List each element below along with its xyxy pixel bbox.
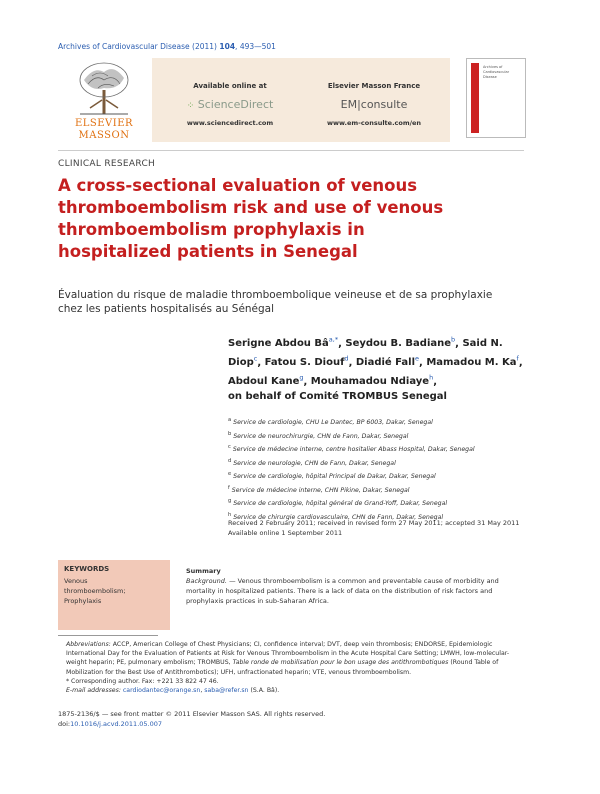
author-2[interactable]: Seydou B. Badiane$^b$	[345, 336, 456, 350]
sciencedirect-brand: ScienceDirect	[197, 98, 274, 111]
copyright-line: 1875-2136/$ — see front matter © 2011 Elsevier Masson SAS. All rights reserved.	[58, 710, 326, 718]
copyright-block	[58, 709, 524, 729]
sciencedirect-column	[160, 82, 300, 127]
author-6[interactable]: Mamadou M. Ka$^f$	[426, 354, 519, 369]
doi-line: doi:10.1016/j.acvd.2011.05.007	[58, 720, 162, 728]
emc-label: Elsevier Masson France	[327, 82, 421, 90]
emconsulte-column	[304, 82, 444, 127]
available-online-label: Available online at	[193, 82, 267, 90]
affiliation-item: $^e$ Service de cardiologie, hôpital Principal de Dakar, Dakar, Senegal	[228, 471, 436, 481]
affiliation-item: $^b$ Service de neurochirurgie, CHN de Fann, Dakar, Senegal	[228, 430, 409, 440]
email-link-2[interactable]: saba@refer.sn	[204, 687, 249, 695]
abbreviations-footnote: Abbreviations: ACCP, American College of Chest Physicians; CI, confidence interval; DVT, deep vein thrombosis; ENDORSE, Epidemiologic International Day for the Evaluation of Patients at Risk for Venous Thromboembolism in the Acute Hospital Care Setting; LMWH, low-molecular-weight heparin; PE, pulmonary embolism; TROMBUS, Table ronde de mobilisation pour le bon usage des antithrombotiques (Round Table of Mobilization for the Best Use of Antithrombotics); UFH, unfractionated heparin; VTE, venous thromboembolism.	[66, 641, 510, 676]
cover-red-bar	[471, 63, 479, 133]
affiliation-item: $^d$ Service de neurologie, CHN de Fann, Dakar, Senegal	[228, 457, 396, 467]
summary-title: Summary	[186, 567, 221, 575]
author-8[interactable]: Mouhamadou Ndiaye$^h$	[310, 373, 434, 387]
author-5[interactable]: Diadié Fall$^e$	[355, 354, 420, 369]
emconsulte-url[interactable]: www.em-consulte.com/en	[326, 119, 422, 127]
journal-volume: 104	[219, 42, 236, 51]
author-4[interactable]: Fatou S. Diouf$^d$	[264, 354, 349, 369]
keywords-box	[58, 560, 170, 630]
keyword-item: Venous	[64, 577, 88, 585]
cover-title: Archives of Cardiovascular Disease	[483, 65, 510, 79]
keywords-list	[64, 576, 126, 606]
corresponding-author: * Corresponding author. Fax: +221 33 822 47 46.	[66, 677, 219, 685]
background-text: — Venous thromboembolism is a common and preventable cause of morbidity and mortality in hospitalized patients. There is a lack of data on the distribution of risk factors and prophylaxis practices in sub-Saharan Africa.	[186, 577, 499, 605]
author-1[interactable]: Serigne Abdou $Bâ^{a,*}$	[228, 336, 339, 350]
email-addresses: E-mail addresses: cardiodantec@orange.sn, saba@refer.sn (S.A. Bâ).	[66, 687, 280, 695]
doi-link[interactable]: 10.1016/j.acvd.2011.05.007	[70, 720, 162, 728]
elsevier-tree-icon	[74, 60, 134, 116]
publisher-masson: MASSON	[78, 130, 130, 141]
elsevier-logo	[58, 58, 150, 142]
journal-cover-thumbnail	[466, 58, 526, 138]
sciencedirect-dots-icon: ⁘	[186, 101, 195, 111]
journal-year: (2011)	[192, 42, 217, 51]
affiliation-item: $^g$ Service de cardiologie, hôpital général de Grand-Yoff, Dakar, Senegal	[228, 498, 448, 508]
affiliation-item: $^a$ Service de cardiologie, CHU Le Dantec, BP 6003, Dakar, Senegal	[228, 417, 433, 427]
footnote-divider	[58, 635, 158, 636]
background-label: Background.	[186, 577, 227, 585]
emconsulte-brand[interactable]: EM|consulte	[340, 98, 408, 111]
sciencedirect-logo[interactable]	[160, 98, 300, 114]
affiliation-item: $^f$ Service de médecine interne, CHN Pikine, Dakar, Senegal	[228, 484, 410, 494]
affiliations	[228, 415, 528, 524]
sciencedirect-url[interactable]: www.sciencedirect.com	[186, 119, 274, 127]
journal-citation[interactable]	[58, 42, 276, 51]
journal-name: Archives of Cardiovascular Disease	[58, 42, 190, 51]
summary-background	[186, 576, 524, 606]
author-list: Serigne Abdou $Bâ^{a,*}$, Seydou B. Badiane$^b$, Said N. Diop$^c$, Fatou S. Diouf$^d$, Diadié Fall$^e$, Mamadou M. Ka$^f$, Abdoul Kane$^g$, Mouhamadou Ndiaye$^h$, on behalf of Comité TROMBUS Senegal	[228, 336, 523, 403]
journal-pages: , 493—501	[235, 42, 276, 51]
article-subtitle-french: Évaluation du risque de maladie thromboembolique veineuse et de sa prophylaxie chez les patients hospitalisés au Sénégal	[58, 289, 493, 315]
keywords-title: KEYWORDS	[64, 565, 110, 573]
keyword-item: Prophylaxis	[64, 597, 102, 605]
footnotes	[58, 640, 524, 695]
affiliation-item: $^h$ Service de chirurgie cardiovasculaire, CHN de Fann, Dakar, Senegal	[228, 511, 444, 521]
email-link-1[interactable]: cardiodantec@orange.sn	[122, 687, 201, 695]
received-dates: Received 2 February 2011; received in revised form 27 May 2011; accepted 31 May 2011	[228, 519, 520, 527]
author-group: on behalf of Comité TROMBUS Senegal	[228, 391, 447, 403]
header-info-box	[152, 58, 450, 142]
author-7[interactable]: Abdoul Kane$^g$	[228, 373, 304, 387]
author-3[interactable]: Said N. Diop$^c$	[228, 338, 503, 369]
section-label: CLINICAL RESEARCH	[58, 159, 156, 169]
header-divider	[58, 150, 524, 151]
article-title: A cross-sectional evaluation of venous thromboembolism risk and use of venous thromboembolism prophylaxis in hospitalized patients in Senegal	[58, 176, 444, 261]
available-online-date: Available online 1 September 2011	[228, 529, 343, 537]
keyword-item: thromboembolism;	[64, 587, 126, 595]
publisher-elsevier: ELSEVIER	[74, 118, 134, 129]
article-history	[228, 518, 528, 538]
abstract-summary	[186, 566, 524, 606]
affiliation-item: $^c$ Service de médecine interne, centre hositalier Abass Hospital, Dakar, Senegal	[228, 444, 475, 454]
